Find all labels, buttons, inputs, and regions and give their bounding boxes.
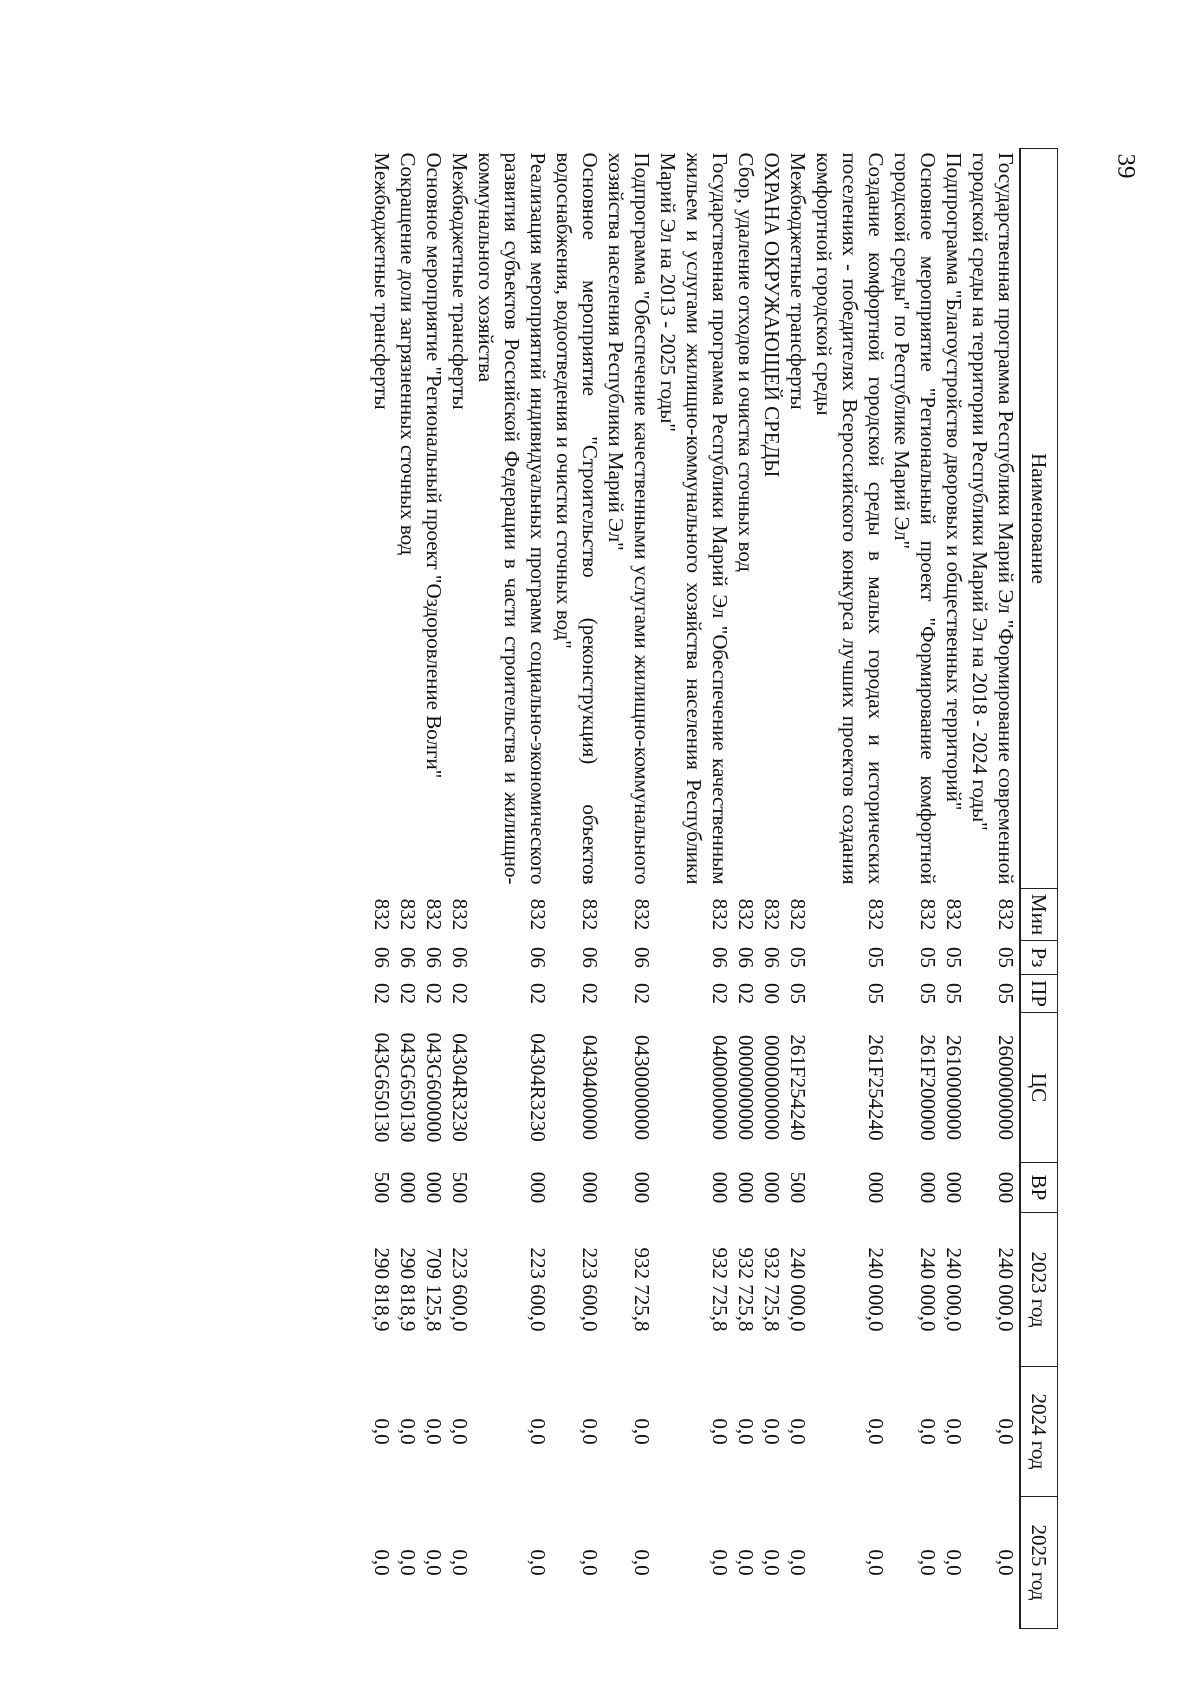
cell-cs: 261F200000 xyxy=(916,1034,940,1141)
cell-name: Сбор, удаление отходов и очистка сточных вод xyxy=(734,152,758,572)
cell-2023: 709 125,8 xyxy=(422,1247,446,1332)
cell-2023: 223 600,0 xyxy=(578,1247,602,1332)
cell-min: 832 xyxy=(526,898,550,931)
cell-pr: 02 xyxy=(370,983,394,1004)
cell-min: 832 xyxy=(708,898,732,931)
cell-rz: 06 xyxy=(370,947,394,968)
cell-min: 832 xyxy=(396,898,420,931)
cell-2024: 0,0 xyxy=(994,1418,1018,1445)
cell-pr: 02 xyxy=(630,983,654,1004)
cell-rz: 05 xyxy=(864,947,888,968)
table-row xyxy=(889,149,941,1629)
cell-min: 832 xyxy=(734,898,758,931)
cell-2023: 223 600,0 xyxy=(526,1247,550,1332)
cell-pr: 05 xyxy=(786,983,810,1004)
cell-min: 832 xyxy=(994,898,1018,931)
cell-vr: 000 xyxy=(526,1171,550,1204)
cell-2023: 240 000,0 xyxy=(786,1247,810,1332)
table-body xyxy=(369,149,1020,1629)
cell-rz: 06 xyxy=(448,947,472,968)
header-pr: ПР xyxy=(1020,975,1058,1013)
cell-pr: 00 xyxy=(760,983,784,1004)
cell-name: Межбюджетные трансферты xyxy=(448,152,472,410)
header-2025: 2025 год xyxy=(1020,1497,1058,1629)
cell-name: Создание комфортной городской среды в малых городах и исторических поселениях - победителях Всероссийского конкурса лучших проектов создания комфортной городской среды xyxy=(812,152,888,885)
cell-vr: 000 xyxy=(734,1171,758,1204)
cell-2024: 0,0 xyxy=(630,1418,654,1445)
cell-name: Основное мероприятие "Строительство (реконструкция) объектов водоснабжения, водоотведения и очистки сточных вод" xyxy=(552,152,602,885)
cell-min: 832 xyxy=(942,898,966,931)
cell-name: Государственная программа Республики Марий Эл "Формирование современной городской среды на территории Республики Марий Эл на 2018 - 2024 годы" xyxy=(968,152,1018,885)
cell-2023: 240 000,0 xyxy=(994,1247,1018,1332)
cell-rz: 05 xyxy=(916,947,940,968)
table-row xyxy=(811,149,889,1629)
cell-vr: 500 xyxy=(786,1171,810,1204)
cell-2023: 240 000,0 xyxy=(916,1247,940,1332)
cell-cs: 043G600000 xyxy=(422,1032,446,1143)
cell-min: 832 xyxy=(448,898,472,931)
table-row xyxy=(655,149,733,1629)
cell-rz: 06 xyxy=(422,947,446,968)
cell-cs: 0430000000 xyxy=(630,1035,654,1140)
cell-cs: 0430400000 xyxy=(578,1035,602,1140)
cell-name: Реализация мероприятий индивидуальных программ социально-экономического развития субъектов Российской Федерации в части строительства и жилищно-коммунального хозяйства xyxy=(474,152,550,885)
cell-name: Государственная программа Республики Марий Эл "Обеспечение качественным жильем и услугами жилищно-коммунального хозяйства населения Республики Марий Эл на 2013 - 2025 годы" xyxy=(656,152,732,885)
cell-pr: 05 xyxy=(864,983,888,1004)
cell-min: 832 xyxy=(864,898,888,931)
table-row xyxy=(551,149,603,1629)
cell-pr: 02 xyxy=(708,983,732,1004)
cell-2025: 0,0 xyxy=(734,1549,758,1576)
header-min: Мин xyxy=(1020,889,1058,941)
cell-min: 832 xyxy=(422,898,446,931)
cell-2025: 0,0 xyxy=(526,1549,550,1576)
cell-rz: 05 xyxy=(942,947,966,968)
header-vr: ВР xyxy=(1020,1163,1058,1213)
cell-2025: 0,0 xyxy=(760,1549,784,1576)
cell-rz: 06 xyxy=(578,947,602,968)
cell-pr: 02 xyxy=(422,983,446,1004)
cell-cs: 0400000000 xyxy=(708,1035,732,1140)
cell-name: Подпрограмма "Благоустройство дворовых и общественных территорий" xyxy=(942,152,966,811)
cell-vr: 000 xyxy=(994,1171,1018,1204)
cell-cs: 04304R3230 xyxy=(526,1033,550,1142)
cell-2025: 0,0 xyxy=(708,1549,732,1576)
header-2024: 2024 год xyxy=(1020,1367,1058,1497)
cell-2025: 0,0 xyxy=(630,1549,654,1576)
table-row xyxy=(941,149,967,1629)
table-row xyxy=(473,149,551,1629)
table-row xyxy=(395,149,421,1629)
cell-2025: 0,0 xyxy=(422,1549,446,1576)
cell-vr: 000 xyxy=(630,1171,654,1204)
table-header-row xyxy=(1020,149,1058,1629)
cell-cs: 0000000000 xyxy=(734,1035,758,1140)
cell-min: 832 xyxy=(760,898,784,931)
cell-min: 832 xyxy=(578,898,602,931)
cell-2024: 0,0 xyxy=(942,1418,966,1445)
cell-vr: 000 xyxy=(916,1171,940,1204)
cell-vr: 000 xyxy=(396,1171,420,1204)
cell-2024: 0,0 xyxy=(708,1418,732,1445)
table-row xyxy=(421,149,447,1629)
cell-name: ОХРАНА ОКРУЖАЮЩЕЙ СРЕДЫ xyxy=(760,152,784,478)
cell-rz: 06 xyxy=(708,947,732,968)
cell-cs: 2600000000 xyxy=(994,1035,1018,1140)
cell-vr: 000 xyxy=(422,1171,446,1204)
cell-vr: 000 xyxy=(578,1171,602,1204)
rotated-table-container xyxy=(218,148,1058,1628)
cell-2024: 0,0 xyxy=(526,1418,550,1445)
cell-2025: 0,0 xyxy=(994,1549,1018,1576)
cell-cs: 04304R3230 xyxy=(448,1033,472,1142)
table-row xyxy=(785,149,811,1629)
cell-vr: 000 xyxy=(708,1171,732,1204)
cell-cs: 2610000000 xyxy=(942,1035,966,1140)
header-cs: ЦС xyxy=(1020,1013,1058,1163)
cell-2023: 932 725,8 xyxy=(708,1247,732,1332)
cell-min: 832 xyxy=(370,898,394,931)
cell-name: Межбюджетные трансферты xyxy=(370,152,394,410)
table-row xyxy=(733,149,759,1629)
cell-rz: 05 xyxy=(786,947,810,968)
header-2023: 2023 год xyxy=(1020,1213,1058,1367)
cell-rz: 05 xyxy=(994,947,1018,968)
cell-2025: 0,0 xyxy=(864,1549,888,1576)
cell-2024: 0,0 xyxy=(916,1418,940,1445)
cell-2025: 0,0 xyxy=(370,1549,394,1576)
cell-vr: 000 xyxy=(760,1171,784,1204)
cell-name: Основное мероприятие "Региональный проект "Формирование комфортной городской среды" по Республике Марий Эл" xyxy=(890,152,940,885)
cell-pr: 02 xyxy=(734,983,758,1004)
cell-name: Сокращение доли загрязненных сточных вод xyxy=(396,152,420,556)
cell-name: Подпрограмма "Обеспечение качественными услугами жилищно-коммунального хозяйства населения Республики Марий Эл" xyxy=(604,152,654,885)
cell-rz: 06 xyxy=(760,947,784,968)
cell-vr: 000 xyxy=(942,1171,966,1204)
cell-pr: 02 xyxy=(578,983,602,1004)
cell-2024: 0,0 xyxy=(760,1418,784,1445)
cell-2024: 0,0 xyxy=(370,1418,394,1445)
cell-2023: 223 600,0 xyxy=(448,1247,472,1332)
cell-pr: 05 xyxy=(994,983,1018,1004)
cell-2023: 290 818,9 xyxy=(396,1247,420,1332)
cell-pr: 02 xyxy=(448,983,472,1004)
header-rz: Рз xyxy=(1020,941,1058,975)
cell-2023: 240 000,0 xyxy=(864,1247,888,1332)
cell-2023: 932 725,8 xyxy=(760,1247,784,1332)
cell-2024: 0,0 xyxy=(578,1418,602,1445)
cell-2025: 0,0 xyxy=(448,1549,472,1576)
cell-name: Основное мероприятие "Региональный проект "Оздоровление Волги" xyxy=(422,152,446,779)
cell-pr: 05 xyxy=(942,983,966,1004)
cell-min: 832 xyxy=(916,898,940,931)
cell-2025: 0,0 xyxy=(396,1549,420,1576)
header-name: Наименование xyxy=(1020,149,1058,889)
page-number: 39 xyxy=(1112,153,1140,179)
cell-cs: 043G650130 xyxy=(396,1032,420,1143)
table-row xyxy=(967,149,1020,1629)
cell-name: Межбюджетные трансферты xyxy=(786,152,810,410)
cell-pr: 05 xyxy=(916,983,940,1004)
table-row xyxy=(447,149,473,1629)
cell-2024: 0,0 xyxy=(734,1418,758,1445)
budget-table xyxy=(369,148,1058,1629)
cell-min: 832 xyxy=(630,898,654,931)
cell-2024: 0,0 xyxy=(864,1418,888,1445)
cell-2023: 932 725,8 xyxy=(734,1247,758,1332)
cell-2024: 0,0 xyxy=(422,1418,446,1445)
cell-vr: 500 xyxy=(370,1171,394,1204)
cell-cs: 261F254240 xyxy=(864,1034,888,1141)
table-row xyxy=(603,149,655,1629)
cell-2023: 932 725,8 xyxy=(630,1247,654,1332)
table-row xyxy=(369,149,395,1629)
cell-2023: 240 000,0 xyxy=(942,1247,966,1332)
cell-2023: 290 818,9 xyxy=(370,1247,394,1332)
cell-cs: 0000000000 xyxy=(760,1035,784,1140)
cell-vr: 500 xyxy=(448,1171,472,1204)
cell-pr: 02 xyxy=(526,983,550,1004)
cell-rz: 06 xyxy=(734,947,758,968)
cell-rz: 06 xyxy=(526,947,550,968)
cell-2024: 0,0 xyxy=(448,1418,472,1445)
cell-cs: 043G650130 xyxy=(370,1032,394,1143)
cell-2024: 0,0 xyxy=(396,1418,420,1445)
table-row xyxy=(759,149,785,1629)
cell-cs: 261F254240 xyxy=(786,1034,810,1141)
cell-2025: 0,0 xyxy=(916,1549,940,1576)
cell-rz: 06 xyxy=(396,947,420,968)
cell-2024: 0,0 xyxy=(786,1418,810,1445)
cell-min: 832 xyxy=(786,898,810,931)
cell-pr: 02 xyxy=(396,983,420,1004)
cell-2025: 0,0 xyxy=(578,1549,602,1576)
cell-rz: 06 xyxy=(630,947,654,968)
cell-vr: 000 xyxy=(864,1171,888,1204)
cell-2025: 0,0 xyxy=(786,1549,810,1576)
cell-2025: 0,0 xyxy=(942,1549,966,1576)
